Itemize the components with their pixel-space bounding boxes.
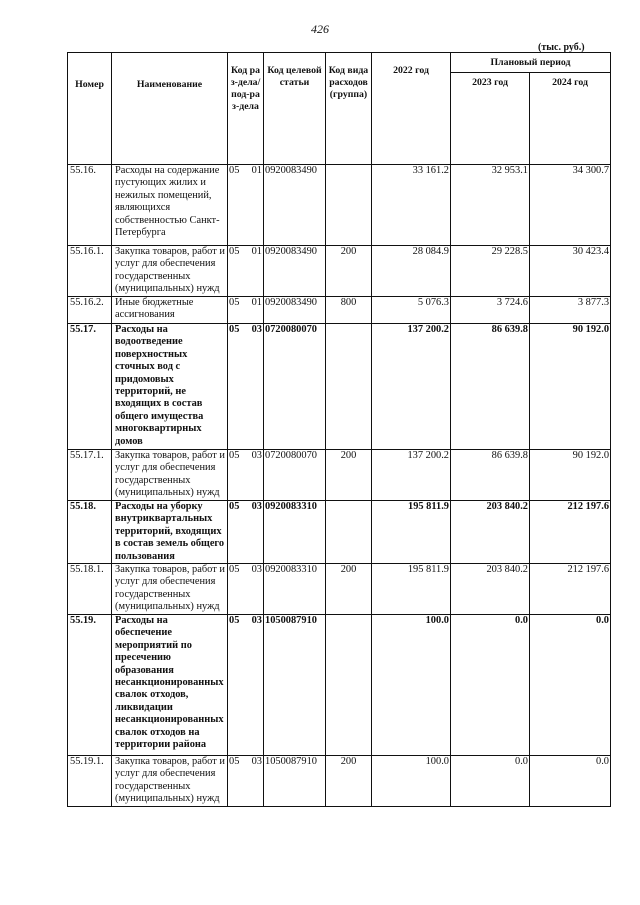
row-number: 55.16.1.	[68, 246, 112, 297]
row-section: 05	[229, 297, 240, 308]
row-number: 55.19.	[68, 615, 112, 756]
header-number: Номер	[68, 53, 112, 165]
table-row	[68, 564, 611, 615]
row-subsection: 03	[251, 450, 262, 461]
row-name: Расходы на уборку внутриквартальных территорий, входящих в состав земель общего пользования	[112, 501, 228, 564]
row-section: 05	[229, 246, 240, 257]
header-year-2022: 2022 год	[372, 53, 451, 165]
row-number: 55.16.2.	[68, 297, 112, 324]
header-year-2024: 2024 год	[530, 73, 611, 165]
row-2022: 137 200.2	[372, 324, 451, 450]
row-target-code: 0920083490	[264, 165, 326, 246]
row-subsection: 01	[251, 165, 262, 176]
row-expense-code: 800	[326, 297, 372, 324]
row-section-code	[228, 165, 264, 246]
row-section-code	[228, 564, 264, 615]
row-name: Расходы на содержание пустующих жилих и нежилых помещений, являющихся собственностью Санкт-Петербурга	[112, 165, 228, 246]
row-name: Расходы на обеспечение мероприятий по пресечению образования несанкционированных свалок отходов, ликвидации несанкционированных свалок отходов на территории района	[112, 615, 228, 756]
row-2024: 90 192.0	[530, 450, 611, 501]
page-number: 426	[311, 22, 329, 36]
row-2024: 90 192.0	[530, 324, 611, 450]
row-expense-code	[326, 165, 372, 246]
row-2024: 0.0	[530, 615, 611, 756]
header-year-2023: 2023 год	[451, 73, 530, 165]
header-planned-period: Плановый период	[451, 53, 611, 73]
row-section: 05	[229, 165, 240, 176]
row-2022: 100.0	[372, 756, 451, 807]
units-label: (тыс. руб.)	[538, 42, 585, 53]
row-2023: 0.0	[451, 756, 530, 807]
row-section-code	[228, 501, 264, 564]
row-name: Иные бюджетные ассигнования	[112, 297, 228, 324]
row-number: 55.17.	[68, 324, 112, 450]
row-section: 05	[229, 756, 240, 768]
table-row	[68, 297, 611, 324]
header-section-code: Код раз-дела/ под-раз-дела	[228, 53, 264, 165]
row-target-code: 0920083490	[264, 246, 326, 297]
row-2023: 29 228.5	[451, 246, 530, 297]
row-2022: 28 084.9	[372, 246, 451, 297]
row-name: Закупка товаров, работ и услуг для обеспечения государственных (муниципальных) нужд	[112, 756, 228, 807]
row-target-code: 1050087910	[264, 756, 326, 807]
row-expense-code: 200	[326, 246, 372, 297]
row-2022: 5 076.3	[372, 297, 451, 324]
row-name: Закупка товаров, работ и услуг для обеспечения государственных (муниципальных) нужд	[112, 450, 228, 501]
row-target-code: 0920083310	[264, 501, 326, 564]
table-row	[68, 246, 611, 297]
header-name: Наименование	[112, 53, 228, 165]
row-2024: 3 877.3	[530, 297, 611, 324]
row-2024: 212 197.6	[530, 564, 611, 615]
row-2022: 137 200.2	[372, 450, 451, 501]
row-target-code: 1050087910	[264, 615, 326, 756]
header-expense-code: Код вида расходов (группа)	[326, 53, 372, 165]
row-section-code	[228, 615, 264, 756]
row-section-code	[228, 246, 264, 297]
row-2024: 34 300.7	[530, 165, 611, 246]
row-2024: 30 423.4	[530, 246, 611, 297]
row-2023: 86 639.8	[451, 324, 530, 450]
row-subsection: 03	[251, 501, 262, 512]
row-section-code	[228, 324, 264, 450]
row-target-code: 0920083310	[264, 564, 326, 615]
table-row	[68, 756, 611, 807]
row-number: 55.19.1.	[68, 756, 112, 807]
row-2023: 0.0	[451, 615, 530, 756]
table-row	[68, 450, 611, 501]
row-number: 55.17.1.	[68, 450, 112, 501]
table-row	[68, 615, 611, 756]
row-target-code: 0720080070	[264, 450, 326, 501]
row-section-code	[228, 756, 264, 807]
row-section: 05	[229, 564, 240, 576]
row-2024: 0.0	[530, 756, 611, 807]
row-subsection: 03	[251, 615, 262, 627]
row-2022: 195 811.9	[372, 501, 451, 564]
table-row	[68, 165, 611, 246]
row-name: Закупка товаров, работ и услуг для обеспечения государственных (муниципальных) нужд	[112, 246, 228, 297]
budget-table	[67, 52, 611, 807]
row-section-code	[228, 297, 264, 324]
row-2024: 212 197.6	[530, 501, 611, 564]
row-expense-code: 200	[326, 450, 372, 501]
row-expense-code	[326, 501, 372, 564]
row-2022: 100.0	[372, 615, 451, 756]
row-expense-code: 200	[326, 564, 372, 615]
row-2022: 195 811.9	[372, 564, 451, 615]
row-section-code	[228, 450, 264, 501]
row-expense-code: 200	[326, 756, 372, 807]
table-row	[68, 501, 611, 564]
row-2023: 3 724.6	[451, 297, 530, 324]
row-2023: 86 639.8	[451, 450, 530, 501]
row-2023: 32 953.1	[451, 165, 530, 246]
row-name: Закупка товаров, работ и услуг для обеспечения государственных (муниципальных) нужд	[112, 564, 228, 615]
row-expense-code	[326, 324, 372, 450]
row-subsection: 01	[251, 297, 262, 308]
row-section: 05	[229, 450, 240, 461]
row-section: 05	[229, 324, 240, 335]
row-2022: 33 161.2	[372, 165, 451, 246]
row-number: 55.18.1.	[68, 564, 112, 615]
row-2023: 203 840.2	[451, 564, 530, 615]
row-2023: 203 840.2	[451, 501, 530, 564]
row-subsection: 03	[251, 756, 262, 768]
row-subsection: 03	[251, 324, 262, 335]
table-row	[68, 324, 611, 450]
row-target-code: 0720080070	[264, 324, 326, 450]
header-target-code: Код целевой статьи	[264, 53, 326, 165]
row-number: 55.16.	[68, 165, 112, 246]
row-expense-code	[326, 615, 372, 756]
row-name: Расходы на водоотведение поверхностных сточных вод с придомовых территорий, не входящих в состав общего имущества многоквартирных домов	[112, 324, 228, 450]
row-section: 05	[229, 501, 240, 512]
row-target-code: 0920083490	[264, 297, 326, 324]
row-subsection: 03	[251, 564, 262, 576]
row-subsection: 01	[251, 246, 262, 257]
row-number: 55.18.	[68, 501, 112, 564]
row-section: 05	[229, 615, 240, 627]
